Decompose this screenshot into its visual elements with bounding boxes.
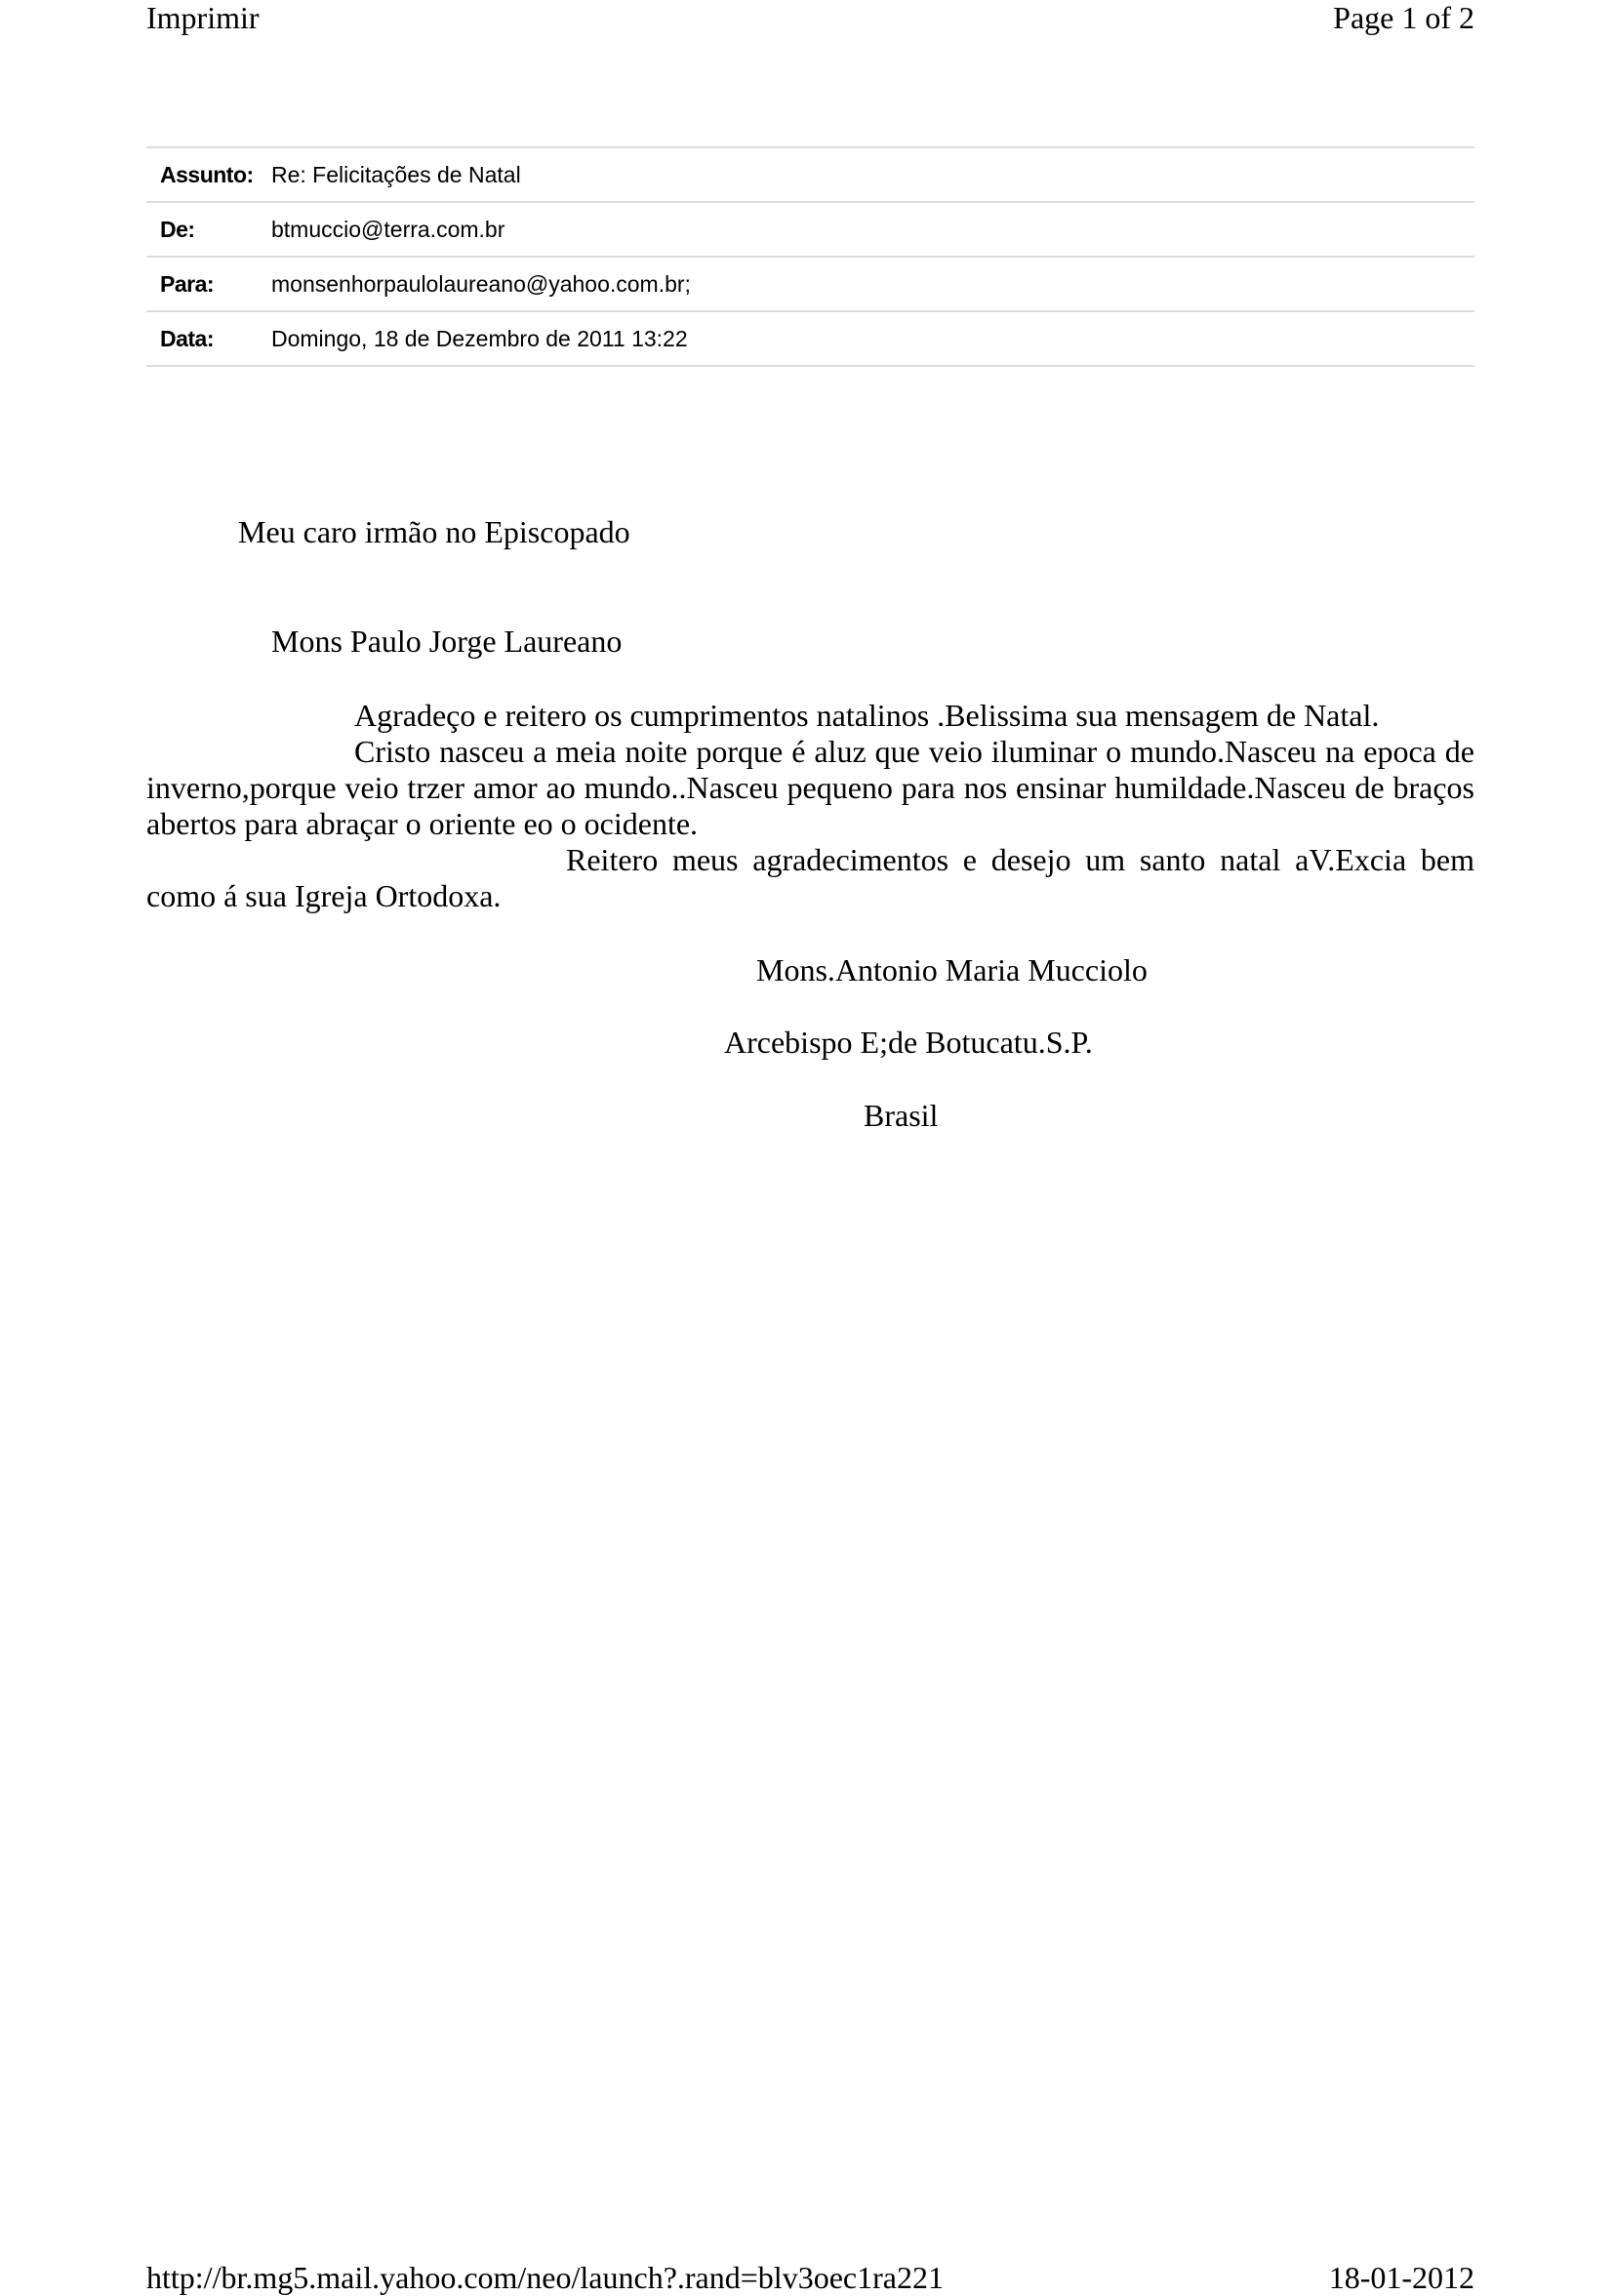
email-date-row — [146, 312, 1474, 367]
email-header-table — [146, 146, 1474, 367]
date-label: Data: — [160, 325, 215, 351]
subject-label: Assunto: — [160, 161, 254, 187]
print-header-title: Imprimir — [146, 0, 260, 35]
from-label: De: — [160, 216, 195, 242]
footer-url: http://br.mg5.mail.yahoo.com/neo/launch?.rand=blv3oec1ra221 — [146, 2260, 944, 2295]
date-value: Domingo, 18 de Dezembro de 2011 13:22 — [271, 325, 688, 351]
letter-paragraph-2: Cristo nasceu a meia noite porque é aluz que veio iluminar o mundo.Nasceu na epoca de inverno,porque veio trzer amor ao mundo..Nasceu pequeno para nos ensinar humildade.Nasceu de braços abertos para abraçar o oriente eo o ocidente. — [146, 734, 1474, 841]
email-subject-row — [146, 148, 1474, 203]
letter-addressee: Mons Paulo Jorge Laureano — [271, 624, 623, 659]
footer-date: 18-01-2012 — [1328, 2260, 1474, 2295]
signature-country: Brasil — [864, 1098, 939, 1133]
signature-title: Arcebispo E;de Botucatu.S.P. — [724, 1025, 1093, 1060]
to-label: Para: — [160, 270, 215, 297]
letter-body — [146, 698, 1474, 914]
print-header — [146, 0, 1474, 36]
letter-paragraph-3: Reitero meus agradecimentos e desejo um santo natal aV.Excia bem como á sua Igreja Ortodoxa. — [146, 842, 1474, 913]
to-value[interactable]: monsenhorpaulolaureano@yahoo.com.br; — [271, 270, 691, 297]
signature-name: Mons.Antonio Maria Mucciolo — [756, 952, 1148, 987]
letter-paragraph-1: Agradeço e reitero os cumprimentos natalinos .Belissima sua mensagem de Natal. — [354, 698, 1380, 733]
letter-greeting: Meu caro irmão no Episcopado — [238, 514, 630, 549]
email-to-row — [146, 258, 1474, 312]
from-value[interactable]: btmuccio@terra.com.br — [271, 216, 505, 242]
email-from-row — [146, 203, 1474, 258]
print-footer — [146, 2260, 1474, 2296]
page-number: Page 1 of 2 — [1333, 0, 1474, 35]
subject-value: Re: Felicitações de Natal — [271, 161, 521, 187]
